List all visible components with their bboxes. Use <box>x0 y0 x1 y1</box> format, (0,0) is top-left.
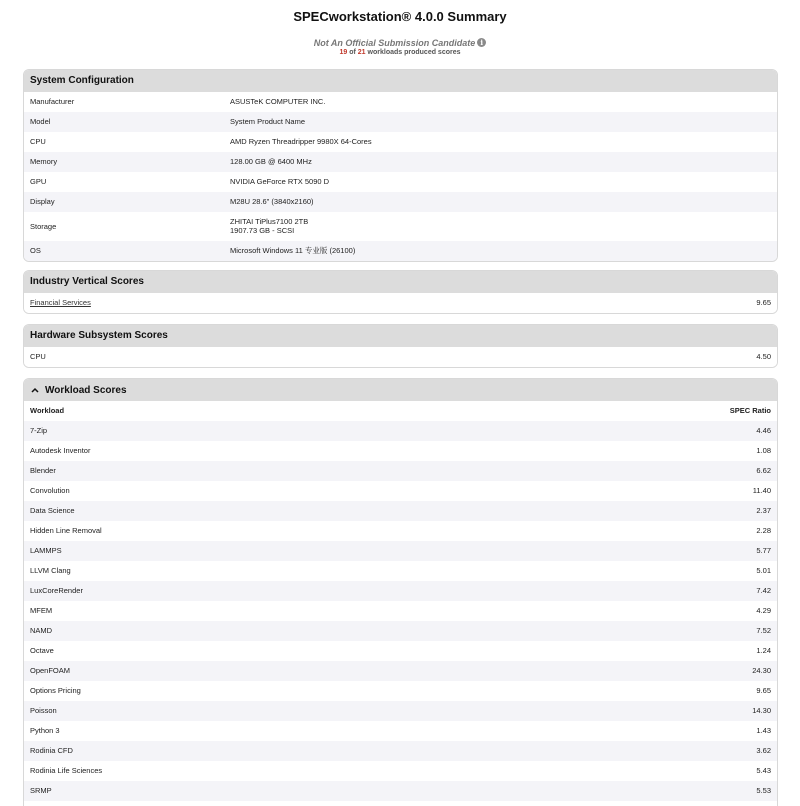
config-value <box>230 217 308 235</box>
table-row <box>24 561 777 581</box>
config-value: System Product Name <box>230 117 306 126</box>
table-row <box>24 721 777 741</box>
workload-ratio: 5.43 <box>756 766 771 775</box>
hardware-label: CPU <box>30 352 46 361</box>
workload-ratio: 6.62 <box>756 466 771 475</box>
workload-name: Data Science <box>30 506 75 515</box>
table-row <box>24 641 777 661</box>
workload-count <box>0 49 800 56</box>
config-label: Memory <box>30 157 58 166</box>
industry-score: 9.65 <box>756 298 771 307</box>
table-row <box>24 761 777 781</box>
industry-vertical-heading: Industry Vertical Scores <box>24 271 777 293</box>
hardware-score: 4.50 <box>756 352 771 361</box>
workload-ratio: 1.24 <box>756 646 771 655</box>
workload-name: Blender <box>30 466 56 475</box>
table-row <box>24 461 777 481</box>
workload-name: NAMD <box>30 626 53 635</box>
industry-row-financial-services <box>24 293 777 313</box>
workload-name: MFEM <box>30 606 53 615</box>
workload-name: Rodinia CFD <box>30 746 73 755</box>
workload-ratio: 1.08 <box>756 446 771 455</box>
system-configuration-panel <box>23 69 778 262</box>
workload-ratio: 5.53 <box>756 786 771 795</box>
config-row-gpu <box>24 172 777 192</box>
config-row-cpu <box>24 132 777 152</box>
workload-name: LuxCoreRender <box>30 586 83 595</box>
page-title: SPECworkstation® 4.0.0 Summary <box>293 9 507 24</box>
config-label: Model <box>30 117 51 126</box>
workload-name: LLVM Clang <box>30 566 71 575</box>
table-row <box>24 421 777 441</box>
hardware-row-cpu <box>24 347 777 367</box>
workload-name: Options Pricing <box>30 686 81 695</box>
config-label: GPU <box>30 177 47 186</box>
table-row <box>24 621 777 641</box>
workload-ratio: 11.40 <box>752 486 771 495</box>
workload-ratio: 2.28 <box>756 526 771 535</box>
storage-line-1: ZHITAI TiPlus7100 2TB <box>230 217 309 226</box>
workload-name: LAMMPS <box>30 546 62 555</box>
config-value: ASUSTeK COMPUTER INC. <box>230 97 326 106</box>
config-label: Display <box>30 197 55 206</box>
config-value: AMD Ryzen Threadripper 9980X 64-Cores <box>230 137 372 146</box>
workload-ratio: 3.62 <box>756 746 771 755</box>
workload-name: 7-Zip <box>30 426 48 435</box>
workload-scores-heading: Workload Scores <box>45 385 127 396</box>
table-row <box>24 681 777 701</box>
workload-ratio: 7.42 <box>756 586 771 595</box>
table-row <box>24 701 777 721</box>
workload-ratio: 7.52 <box>756 626 771 635</box>
workload-table-header <box>24 401 777 421</box>
submission-status-text: Not An Official Submission Candidate <box>313 38 476 48</box>
table-row <box>24 481 777 501</box>
system-configuration-heading: System Configuration <box>24 70 777 92</box>
workload-scores-toggle[interactable] <box>24 379 777 401</box>
industry-vertical-panel <box>23 270 778 314</box>
config-label: Manufacturer <box>30 97 75 106</box>
workload-name: Python 3 <box>30 726 60 735</box>
table-row <box>24 521 777 541</box>
workload-scores-panel <box>23 378 778 806</box>
hardware-subsystem-heading: Hardware Subsystem Scores <box>24 325 777 347</box>
workload-ratio: 14.30 <box>752 706 771 715</box>
config-value: 128.00 GB @ 6400 MHz <box>230 157 312 166</box>
workload-name: Poisson <box>30 706 57 715</box>
workload-name: Octave <box>30 646 54 655</box>
config-value: NVIDIA GeForce RTX 5090 D <box>230 177 330 186</box>
config-row-display <box>24 192 777 212</box>
info-icon[interactable]: i <box>477 38 486 47</box>
workload-name: Rodinia Life Sciences <box>30 766 103 775</box>
workload-ratio: 1.43 <box>756 726 771 735</box>
config-value: Microsoft Windows 11 专业版 (26100) <box>230 246 356 255</box>
workloads-of-word: of <box>349 49 356 56</box>
workload-ratio: 2.37 <box>756 506 771 515</box>
table-row <box>24 601 777 621</box>
config-value: M28U 28.6" (3840x2160) <box>230 197 314 206</box>
table-row <box>24 541 777 561</box>
storage-line-2: 1907.73 GB - SCSI <box>230 226 295 235</box>
chevron-up-icon[interactable] <box>30 379 40 401</box>
config-row-memory <box>24 152 777 172</box>
config-row-manufacturer <box>24 92 777 112</box>
config-row-storage <box>24 212 777 241</box>
workload-name: OpenFOAM <box>30 666 71 675</box>
system-configuration-rows <box>24 92 777 261</box>
workloads-total-count: 21 <box>357 49 366 56</box>
table-row <box>24 441 777 461</box>
config-row-model <box>24 112 777 132</box>
workload-ratio: 4.46 <box>756 426 771 435</box>
workload-name: Hidden Line Removal <box>30 526 102 535</box>
workloads-suffix: workloads produced scores <box>367 49 461 56</box>
config-row-os <box>24 241 777 261</box>
workload-ratio: 24.30 <box>752 666 771 675</box>
config-label: CPU <box>30 137 46 146</box>
table-row <box>24 781 777 801</box>
column-header-spec-ratio: SPEC Ratio <box>729 406 771 415</box>
financial-services-link[interactable]: Financial Services <box>30 298 91 307</box>
table-row <box>24 661 777 681</box>
table-row <box>24 581 777 601</box>
workload-name: Autodesk Inventor <box>30 446 91 455</box>
workload-name: SRMP <box>30 786 52 795</box>
workload-table-body <box>24 421 777 801</box>
config-label: Storage <box>30 222 57 231</box>
submission-status <box>0 38 800 48</box>
workload-name: Convolution <box>30 486 70 495</box>
config-label: OS <box>30 246 41 255</box>
hardware-subsystem-panel <box>23 324 778 368</box>
table-row <box>24 741 777 761</box>
workload-ratio: 9.65 <box>756 686 771 695</box>
workload-ratio: 5.77 <box>756 546 771 555</box>
table-row <box>24 501 777 521</box>
workload-ratio: 5.01 <box>756 566 771 575</box>
column-header-workload: Workload <box>30 406 65 415</box>
workload-ratio: 4.29 <box>756 606 771 615</box>
workloads-produced-count: 19 <box>339 49 348 56</box>
